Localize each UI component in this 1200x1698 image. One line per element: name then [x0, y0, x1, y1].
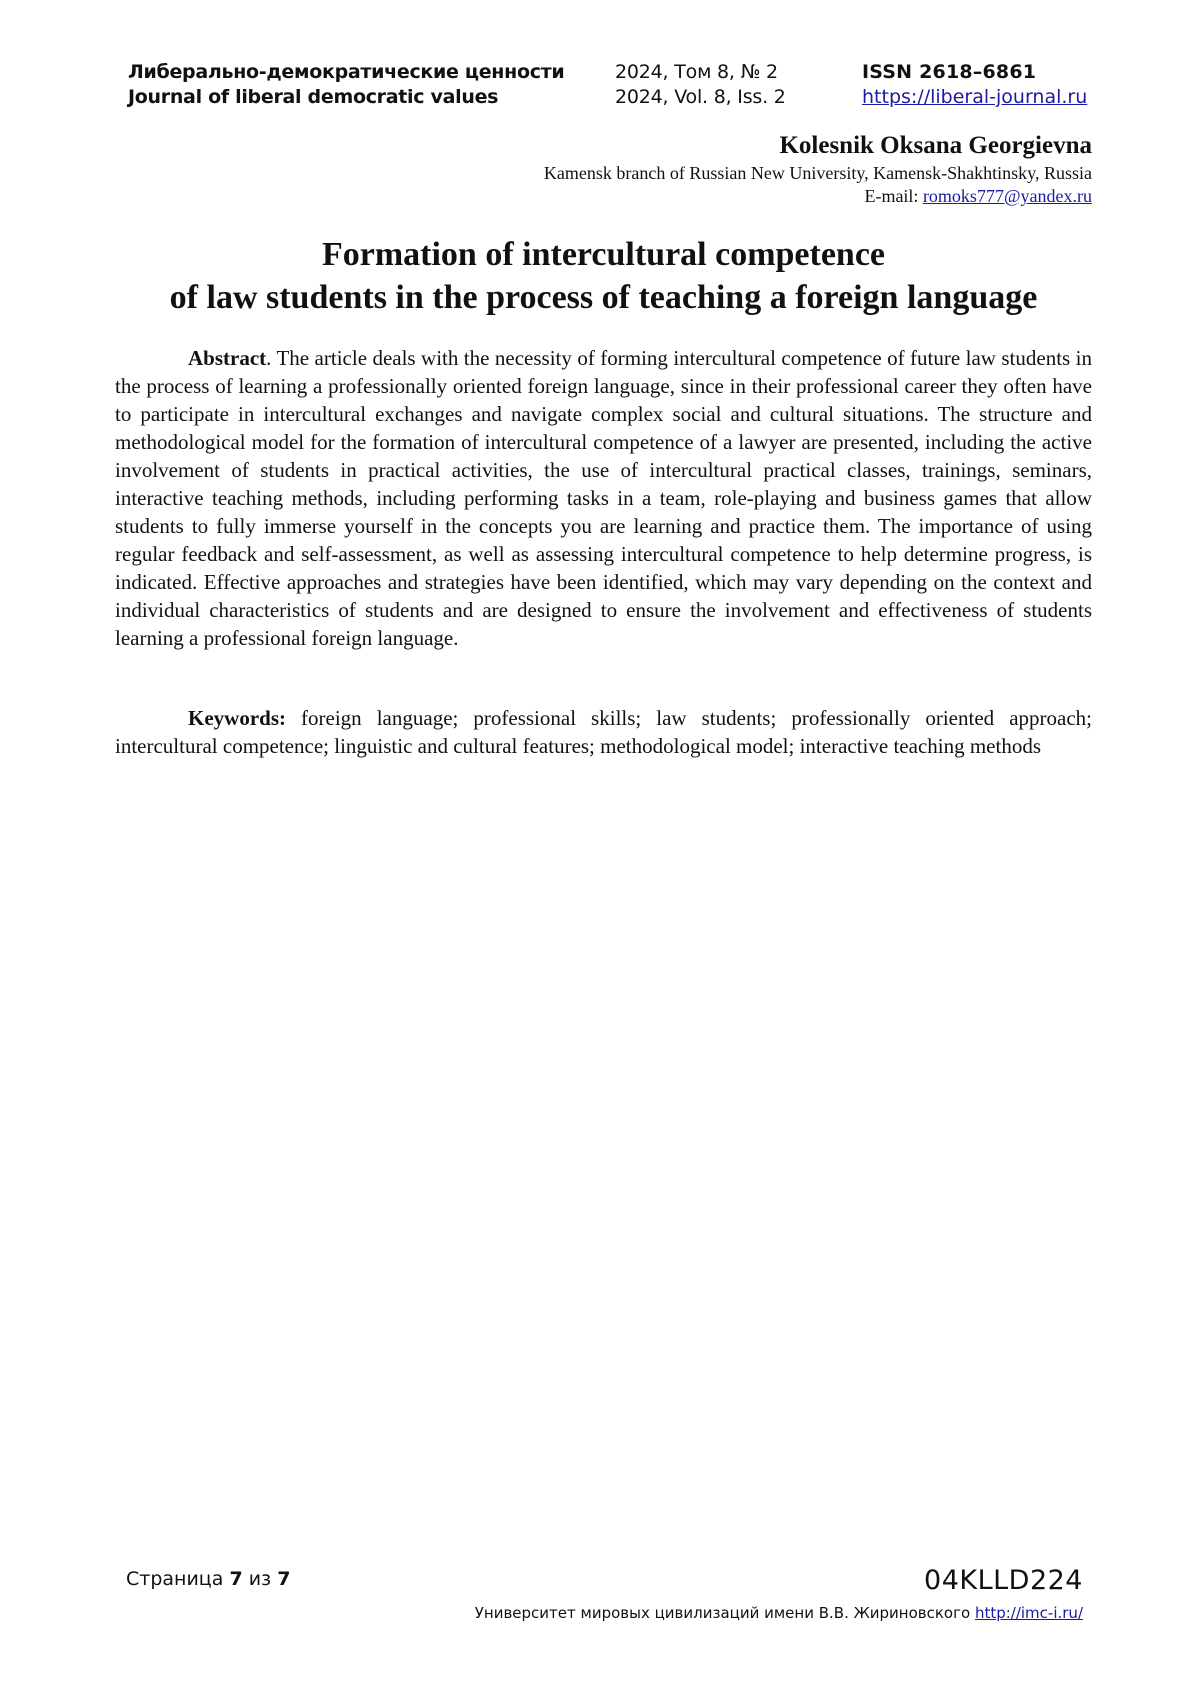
university-name: Университет мировых цивилизаций имени В.В. Жириновского — [474, 1604, 975, 1622]
issue-info-ru: 2024, Том 8, № 2 — [615, 61, 778, 83]
abstract-label: Abstract — [188, 346, 267, 370]
issn-number: ISSN 2618–6861 — [862, 61, 1037, 83]
issn-block — [862, 60, 1087, 110]
journal-url-link[interactable]: https://liberal-journal.ru — [862, 86, 1088, 108]
page-prefix: Страница — [126, 1568, 230, 1590]
email-label: E-mail: — [864, 186, 923, 206]
page-total: 7 — [277, 1568, 291, 1590]
article-title-line-1: Formation of intercultural competence — [321, 236, 886, 273]
issue-info-block — [615, 60, 786, 110]
keywords-paragraph — [115, 704, 1092, 760]
page-mid: из — [242, 1568, 278, 1590]
journal-title-ru: Либерально-демократические ценности — [128, 61, 565, 83]
author-name: Kolesnik Oksana Georgievna — [779, 132, 1092, 159]
article-code: 04KLLD224 — [924, 1565, 1083, 1596]
article-title-line-2: of law students in the process of teaching a foreign language — [169, 279, 1038, 316]
keywords-label: Keywords: — [188, 706, 286, 730]
author-email-link[interactable]: romoks777@yandex.ru — [922, 186, 1092, 206]
keywords-text: foreign language; professional skills; law students; professionally oriented approach; intercultural competence; linguistic and cultural features; methodological model; interactive teaching methods — [115, 706, 1092, 758]
university-url-link[interactable]: http://imc-i.ru/ — [974, 1604, 1083, 1622]
author-email-line — [544, 185, 1092, 208]
page-current: 7 — [229, 1568, 243, 1590]
university-line — [475, 1604, 1083, 1622]
abstract-text: . The article deals with the necessity of forming intercultural competence of future law students in the process of learning a professionally oriented foreign language, since in their professional career they often have to participate in intercultural exchanges and navigate complex social and cultural situations. The structure and methodological model for the formation of intercultural competence of a lawyer are presented, including the active involvement of students in practical activities, the use of intercultural practical classes, trainings, seminars, interactive teaching methods, including performing tasks in a team, role-playing and business games that allow students to fully immerse yourself in the concepts you are learning and practice them. The importance of using regular feedback and self-assessment, as well as assessing intercultural competence to help determine progress, is indicated. Effective approaches and strategies have been identified, which may vary depending on the context and individual characteristics of students and are designed to ensure the involvement and effectiveness of students learning a professional foreign language. — [115, 346, 1092, 650]
journal-title-block — [128, 60, 564, 110]
abstract-paragraph — [115, 344, 1092, 652]
article-title — [115, 233, 1092, 319]
author-affiliation: Kamensk branch of Russian New University, Kamensk-Shakhtinsky, Russia — [543, 163, 1092, 183]
page-indicator — [126, 1568, 290, 1590]
issue-info-en: 2024, Vol. 8, Iss. 2 — [615, 86, 786, 108]
author-block — [544, 130, 1092, 208]
journal-title-en: Journal of liberal democratic values — [128, 86, 499, 108]
